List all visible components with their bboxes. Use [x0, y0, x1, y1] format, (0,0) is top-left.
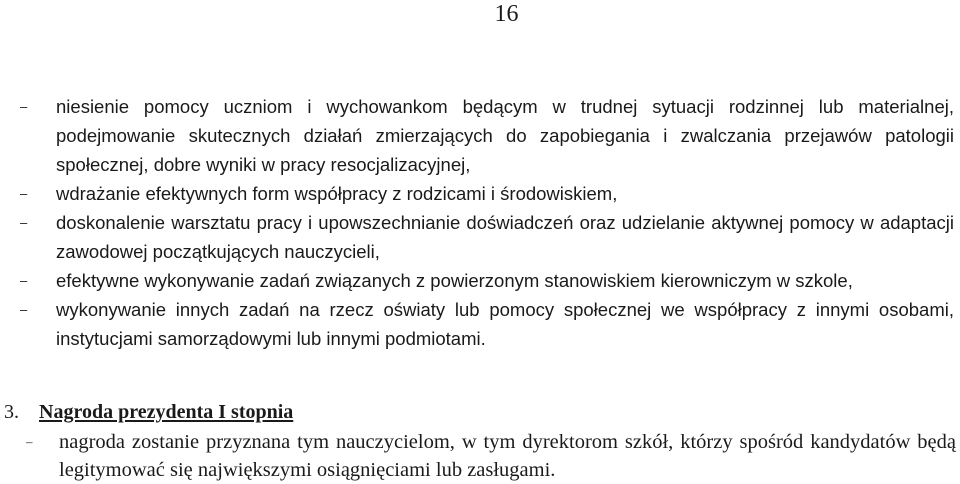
- page-number: 16: [494, 1, 519, 27]
- list-item-text: wdrażanie efektywnych form współpracy z rodzicami i środowiskiem,: [56, 183, 618, 204]
- list-item-text: doskonalenie warsztatu pracy i upowszechnianie doświadczeń oraz udzielanie aktywnej pomocy w adaptacji zawodowej początkujących nauczycieli,: [56, 212, 954, 262]
- section-heading: [4, 398, 293, 426]
- dash-bullet: –: [26, 434, 33, 449]
- list-item: [20, 179, 954, 208]
- list-item-text: niesienie pomocy uczniom i wychowankom będącym w trudnej sytuacji rodzinnej lub materialnej, podejmowanie skutecznych działań zmierzających do zapobiegania i zwalczania przejawów patologii społecznej, dobre wyniki w pracy resocjalizacyjnej,: [56, 96, 954, 175]
- list-item-text: efektywne wykonywanie zadań związanych z powierzonym stanowiskiem kierowniczym w szkole,: [56, 270, 853, 291]
- list-item: [26, 428, 956, 484]
- list-item: [20, 266, 954, 295]
- list-item: [20, 92, 954, 179]
- list-item: [20, 295, 954, 353]
- dash-bullet: –: [20, 273, 28, 288]
- list-item-text: nagroda zostanie przyznana tym nauczycielom, w tym dyrektorom szkół, którzy spośród kandydatów będą legitymować się największymi osiągnięciami lub zasługami.: [59, 431, 956, 481]
- dash-bullet: –: [20, 99, 28, 114]
- dash-bullet: –: [20, 302, 28, 317]
- dash-bullet: –: [20, 186, 28, 201]
- dash-bullet: –: [20, 215, 28, 230]
- list-item-text: wykonywanie innych zadań na rzecz oświaty lub pomocy społecznej we współpracy z innymi osobami, instytucjami samorządowymi lub innymi podmiotami.: [56, 299, 954, 349]
- award-list: [0, 428, 960, 484]
- section-number: 3.: [4, 401, 19, 423]
- criteria-list: [0, 92, 960, 353]
- list-item: [20, 208, 954, 266]
- section-title: Nagroda prezydenta I stopnia: [39, 401, 294, 423]
